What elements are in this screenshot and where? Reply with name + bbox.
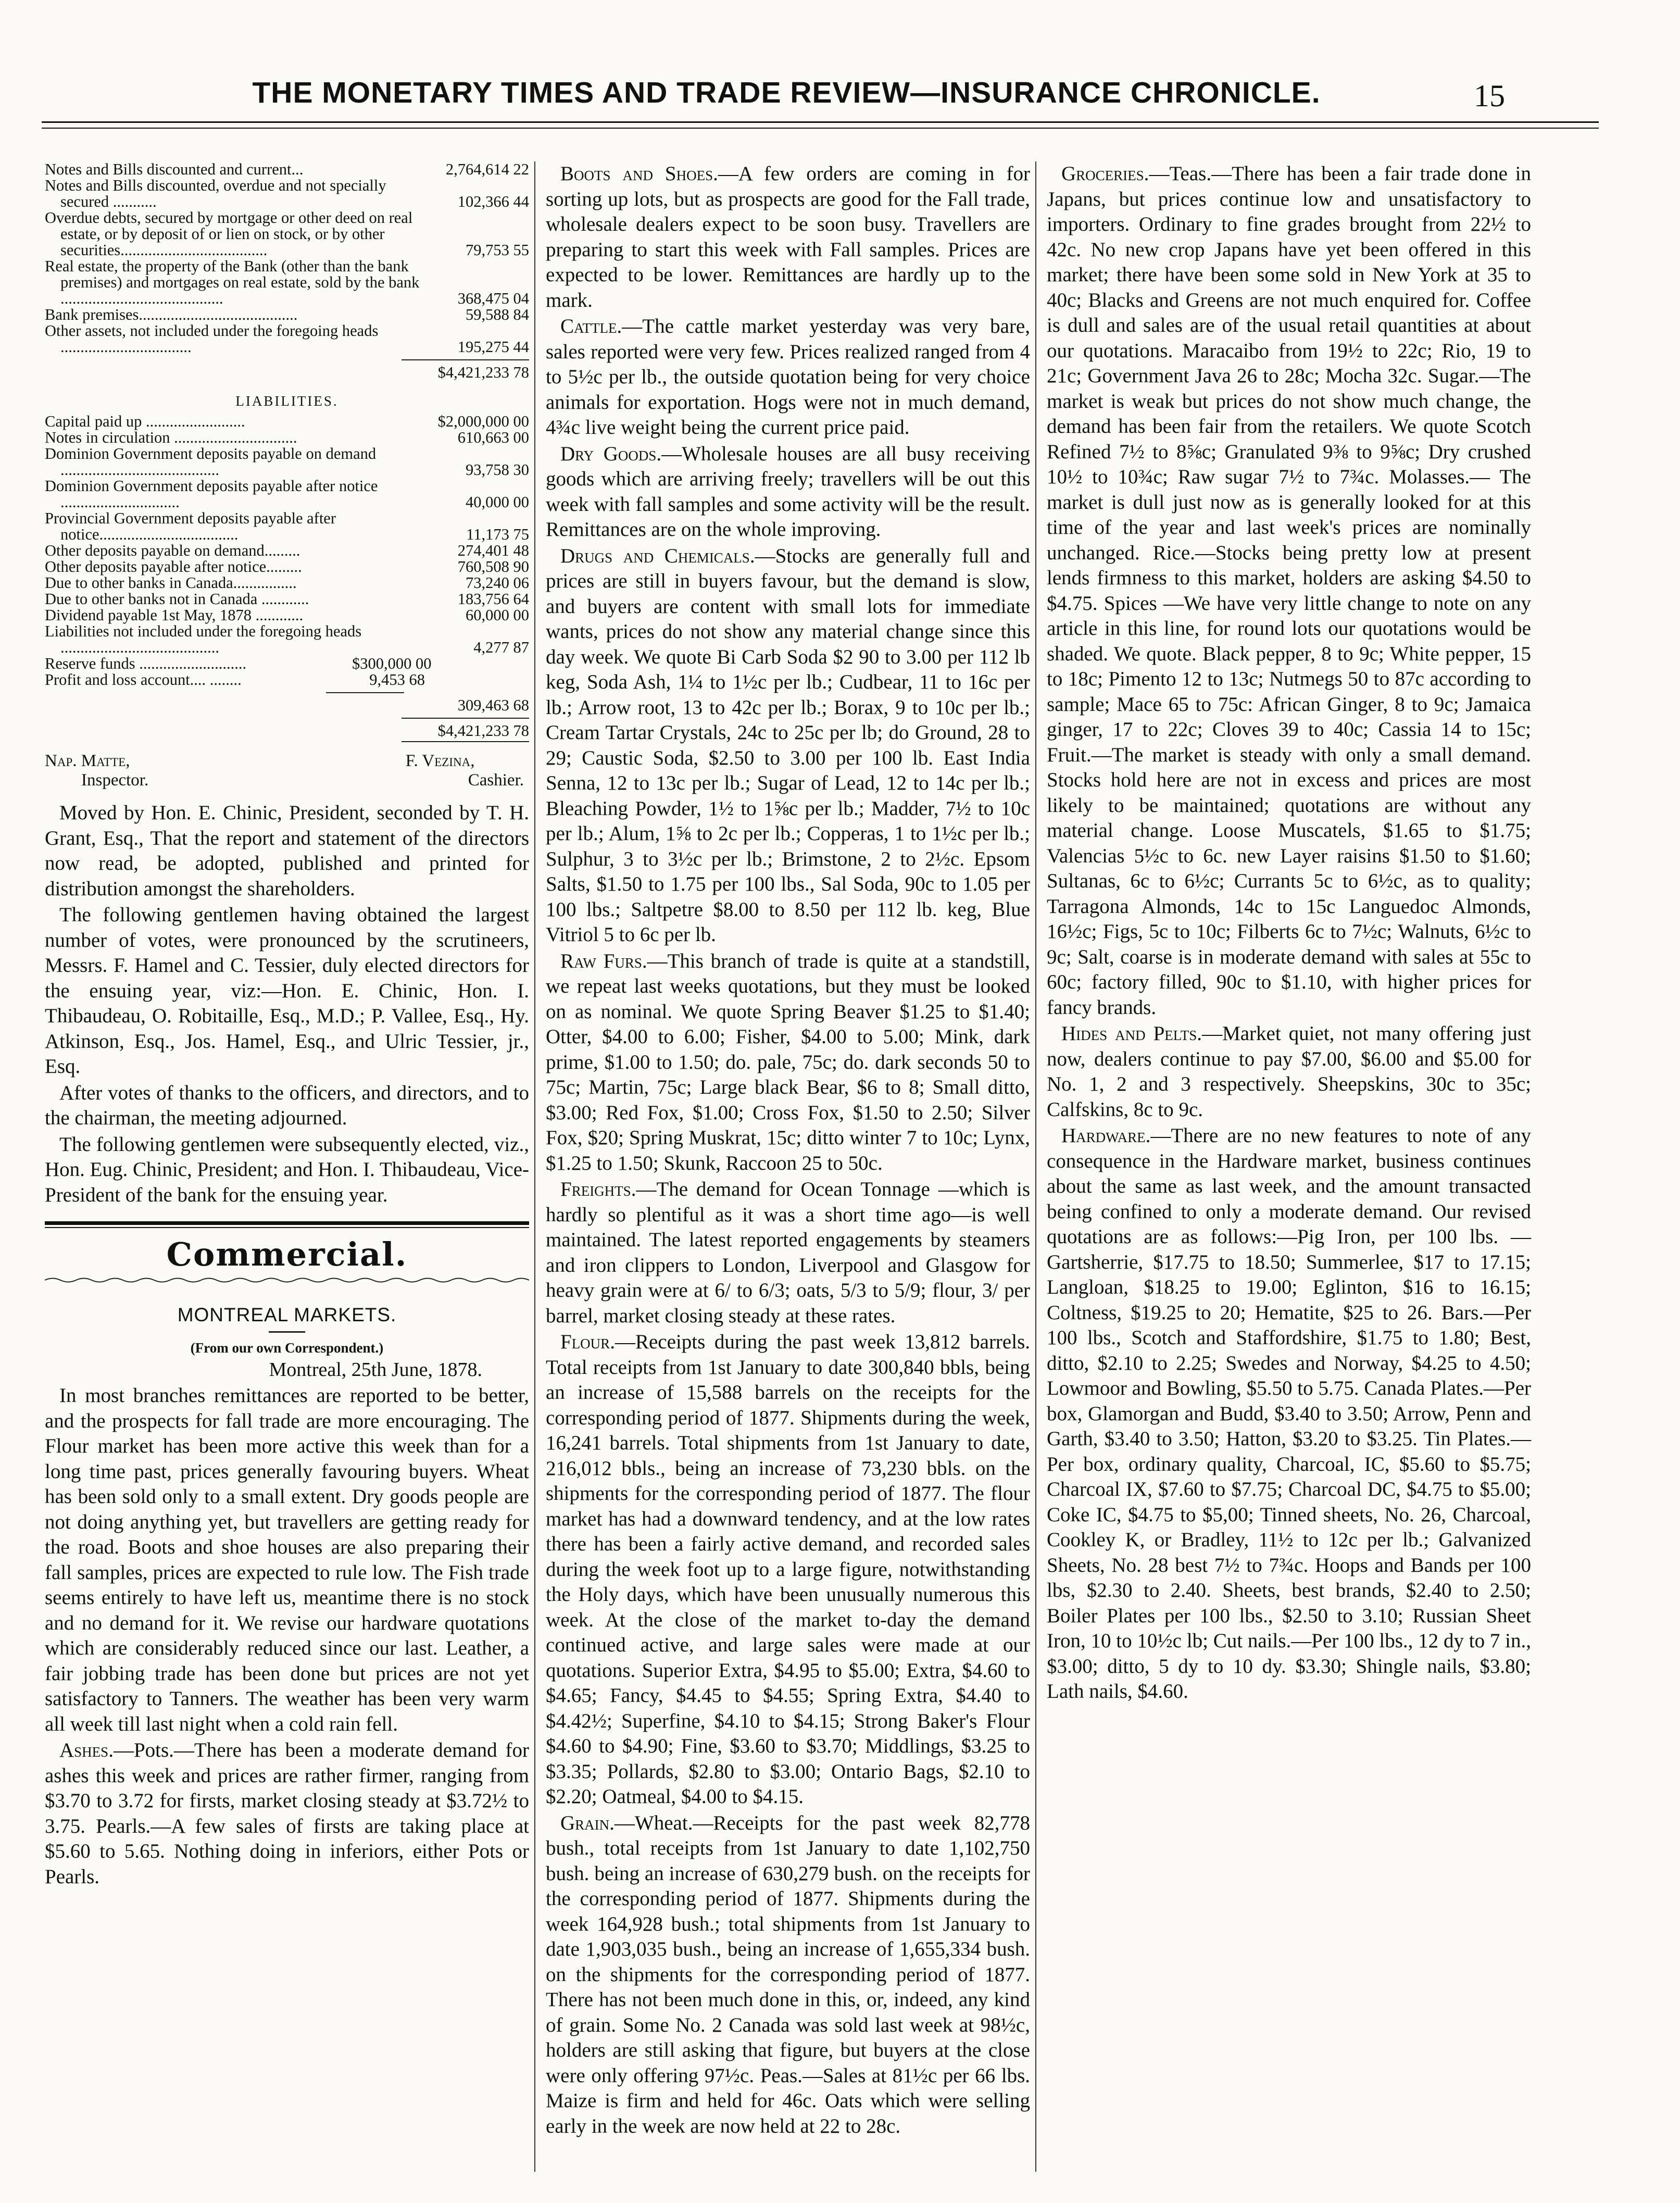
report-drugs: Drugs and Chemicals.—Stocks are generally full and prices are still in buyers favour, but the demand is slow, and buyers are content with small lots for immediate wants, prices do not show any material change since this day week. We quote Bi Carb Soda $2 90 to 3.00 per 112 lb keg, Soda Ash, 1¼ to 1½c per lb.; Cudbear, 11 to 16c per lb.; Arrow root, 13 to 42c per lb.; Borax, 9 to 10c per lb.; Cream Tartar Crystals, 24c to 25c per lb; do Ground, 28 to 29; Caustic Soda, $2.50 to 3.00 per 100 lb. East India Senna, 12 to 13c per lb.; Sugar of Lead, 12 to 14c per lb.; Bleaching Powder, 1½ to 1⅝c per lb.; Madder, 7½ to 10c per lb.; Alum, 1⅝ to 2c per lb.; Copperas, 1 to 1½c per lb.; Sulphur, 3 to 3½c per lb.; Brimstone, 2 to 2½c. Epsom Salts, $1.50 to 1.75 per 100 lbs., Sal Soda, 90c to 1.05 per 100 lbs.; Saltpetre $8.00 to 8.50 per 112 lb. keg, Blue Vitriol 5 to 6c per lb. xyxy=(546,544,1030,946)
liability-row: Due to other banks in Canada................ 73,240 06 xyxy=(45,574,529,592)
signature-inspector: Nap. Matte, Inspector. xyxy=(45,752,149,790)
meeting-paragraph: After votes of thanks to the officers, and directors, and to the chairman, the meeting adjourned. xyxy=(45,1081,529,1129)
report-ashes: Ashes.—Pots.—There has been a moderate demand for ashes this week and prices are rather firmer, ranging from $3.70 to 3.72 for firsts, market closing steady at $3.72½ to 3.75. Pearls.—A few sales of firsts are taking place at $5.60 to 5.65. Nothing doing in inferiors, either Pots or Pearls. xyxy=(45,1739,529,1888)
meeting-minutes xyxy=(45,800,529,1208)
report-hides: Hides and Pelts.—Market quiet, not many offering just now, dealers continue to pay $7.00, $6.00 and $5.00 for No. 1, 2 and 3 respectively. Sheepskins, 30c to 35c; Calfskins, 8c to 9c. xyxy=(1047,1022,1531,1121)
liabilities-list xyxy=(45,414,529,688)
header-rule-thin xyxy=(42,128,1599,129)
asset-row: Notes and Bills discounted, overdue and not specially secured ........... 102,366 44 xyxy=(45,177,529,210)
liability-row: Dividend payable 1st May, 1878 ............ 60,000 00 xyxy=(45,606,529,624)
report-raw-furs: Raw Furs.—This branch of trade is quite at a standstill, we repeat last weeks quotations, but they must be looked on as nominal. We quote Spring Beaver $1.25 to $1.40; Otter, $4.00 to 6.00; Fisher, $4.00 to 5.00; Mink, dark prime, $1.00 to 1.50; do. pale, 75c; do. dark seconds 50 to 75c; Martin, 75c; Large black Bear, $6 to 8; Small ditto, $3.00; Red Fox, $1.00; Cross Fox, $1.50 to 2.50; Silver Fox, $20; Spring Muskrat, 15c; ditto winter 7 to 10c; Lynx, $1.25 to 1.50; Skunk, Raccoon 25 to 50c. xyxy=(546,949,1030,1174)
column-right xyxy=(1047,161,1531,1706)
asset-row: Real estate, the property of the Bank (other than the bank premises) and mortgages on real estate, sold by the bank ......................................... 368,475 04 xyxy=(45,257,529,307)
assets-list xyxy=(45,161,529,355)
asset-row: Overdue debts, secured by mortgage or other deed on real estate, or by deposit of or lien on stock, or by other securities..................................... 79,753 55 xyxy=(45,209,529,259)
wavy-divider xyxy=(45,1276,529,1284)
meeting-paragraph: The following gentlemen were subsequently elected, viz., Hon. Eug. Chinic, President; and Hon. I. Thibaudeau, Vice-President of the bank for the ensuing year. xyxy=(45,1133,529,1206)
asset-row: Other assets, not included under the foregoing heads ................................. 195,275 44 xyxy=(45,322,529,356)
asset-row: Notes and Bills discounted and current... 2,764,614 22 xyxy=(45,160,529,178)
total-double-rule xyxy=(402,741,529,742)
section-rule-thin xyxy=(45,1227,529,1228)
running-header-title: THE MONETARY TIMES AND TRADE REVIEW—INSURANCE CHRONICLE. xyxy=(252,76,1321,109)
liability-row: Provincial Government deposits payable after notice................................... 11,173 75 xyxy=(45,509,529,543)
meeting-paragraph: Moved by Hon. E. Chinic, President, seconded by T. H. Grant, Esq., That the report and statement of the directors now read, be adopted, published and printed for distribution amongst the shareholders. xyxy=(45,802,529,900)
liability-row: Notes in circulation ............................... 610,663 00 xyxy=(45,429,529,446)
asset-row: Bank premises........................................ 59,588 84 xyxy=(45,306,529,323)
report-hardware: Hardware.—There are no new features to note of any consequence in the Hardware market, business continues about the same as last week, and the amount transacted being confined to only a moderate demand. Our revised quotations are as follows:—Pig Iron, per 100 lbs. —Gartsherrie, $17.75 to 18.50; Summerlee, $17 to 17.15; Langloan, $18.25 to 19.00; Eglinton, $16 to 16.15; Coltness, $19.25 to 20; Hematite, $25 to 26. Bars.—Per 100 lbs., Scotch and Staffordshire, $1.75 to 1.80; Best, ditto, $2.10 to 2.25; Swedes and Norway, $4.25 to 4.50; Lowmoor and Bowling, $5.50 to 5.75. Canada Plates.—Per box, Glamorgan and Budd, $3.40 to 3.50; Arrow, Penn and Garth, $3.40 to 3.50; Hatton, $3.20 to $3.25. Tin Plates.—Per box, ordinary quality, Charcoal, IC, $5.60 to $5.75; Charcoal IX, $7.60 to $7.75; Charcoal DC, $4.75 to $5.00; Coke IC, $4.75 to $5,00; Tinned sheets, No. 26, Charcoal, Cookley K, or Bradley, 11½ to 12c per lb.; Galvanized Sheets, No. 28 best 7½ to 7¾c. Hoops and Bands per 100 lbs, $2.30 to 2.40. Sheets, best brands, $2.40 to 2.50; Boiler Plates per 100 lbs., $2.50 to 3.10; Russian Sheet Iron, 10 to 10½c lb; Cut nails.—Per 100 lbs., 12 dy to 7 in., $3.00; ditto, 5 dy to 10 dy. $3.30; Shingle nails, $3.80; Lath nails, $4.60. xyxy=(1047,1124,1531,1703)
reserve-row: Reserve funds ........................... $300,000 00 xyxy=(45,655,432,672)
meeting-paragraph: The following gentlemen having obtained the largest number of votes, were pronounced by the scrutineers, Messrs. F. Hamel and C. Tessier, duly elected directors for the ensuing year, viz:—Hon. E. Chinic, Hon. I. Thibaudeau, O. Robitaille, Esq., M.D.; P. Vallee, Esq., Hy. Atkinson, Esq., Jos. Hamel, Esq., and Ulric Tessier, jr., Esq. xyxy=(45,904,529,1078)
liability-row: Dominion Government deposits payable after notice .............................. 40,000 00 xyxy=(45,477,529,511)
header-rule-thick xyxy=(42,121,1599,123)
liabilities-total: $4,421,233 78 xyxy=(437,722,529,740)
total-rule xyxy=(402,718,529,719)
markets-heading: MONTREAL MARKETS. xyxy=(177,1304,397,1325)
liability-row: Other deposits payable on demand......... 274,401 48 xyxy=(45,542,529,559)
column-divider-left xyxy=(534,161,535,2172)
column-divider-right xyxy=(1035,161,1036,2172)
liability-row: Dominion Government deposits payable on demand ........................................ 93,758 30 xyxy=(45,445,529,479)
subtotal-rule xyxy=(326,692,404,693)
reserve-subtotal: 309,463 68 xyxy=(457,696,529,714)
liability-row: Due to other banks not in Canada ............ 183,756 64 xyxy=(45,590,529,608)
report-dry-goods: Dry Goods.—Wholesale houses are all busy receiving goods which are arriving freely; travellers will be out this week with fall samples and some activity will be the result. Remittances are on the whole improving. xyxy=(546,442,1030,541)
liability-row: Liabilities not included under the foregoing heads ........................................ 4,277 87 xyxy=(45,622,529,656)
dateline: Montreal, 25th June, 1878. xyxy=(269,1359,482,1381)
report-freights: Freights.—The demand for Ocean Tonnage —which is hardly so plentiful as it was a short time ago—is well maintained. The latest reported engagements by steamers and iron clippers to London, Liverpool and Glasgow for heavy grain were at 6/ to 6/3; oats, 5/3 to 5/9; flour, 3/ per barrel, market closing steady at these rates. xyxy=(546,1178,1030,1327)
report-groceries: Groceries.—Teas.—There has been a fair trade done in Japans, but prices continue low and unsatisfactory to importers. Ordinary to fine grades brought from 22½ to 42c. No new crop Japans have yet been offered in this market; there have been some sold in New York at 35 to 40c; Blacks and Greens are not much enquired for. Coffee is dull and sales are of the usual retail quantities at about our quotations. Maracaibo from 19½ to 22c; Rio, 19 to 21c; Government Java 26 to 28c; Mocha 32c. Sugar.—The market is weak but prices do not show much change, the demand has been fair from the retailers. We quote Scotch Refined 7½ to 8⅝c; Granulated 9⅜ to 9⅝c; Dry crushed 10½ to 10¾c; Raw sugar 7½ to 7¾c. Molasses.— The market is dull just now as is generally looked for at this time of the year and last week's prices are nominally unchanged. Rice.—Stocks being pretty low at present lends firmness to this market, holders are asking $4.50 to $4.75. Spices —We have very little change to note on any article in this line, for round lots our quotations would be shaded. We quote. Black pepper, 8 to 9c; White pepper, 15 to 18c; Pimento 12 to 13c; Nutmegs 50 to 87c according to sample; Mace 65 to 75c: African Ginger, 8 to 9c; Jamaica ginger, 17 to 22c; Cloves 39 to 40c; Cassia 14 to 15c; Fruit.—The market is steady with only a small demand. Stocks hold here are not in excess and prices are most likely to be maintained; quotations are without any material change. Loose Muscatels, $1.65 to $1.75; Valencias 5½c to 6c. new Layer raisins $1.50 to $1.60; Sultanas, 6c to 6½c; Currants 5c to 6½c, as to quality; Tarragona Almonds, 14c to 15c Languedoc Almonds, 16½c; Figs, 5c to 10c; Filberts 6c to 7½c; Walnuts, 6½c to 9c; Salt, coarse is in moderate demand with sales at 55c to 60c; factory filled, 90c to $1.10, with higher prices for fancy brands. xyxy=(1047,162,1531,1019)
liability-row: Other deposits payable after notice......... 760,508 90 xyxy=(45,558,529,575)
signature-cashier: F. Vezina, Cashier. xyxy=(405,752,524,790)
profit-row: Profit and loss account.... ........ 9,453 68 xyxy=(45,671,425,689)
report-cattle: Cattle.—The cattle market yesterday was very bare, sales reported were very few. Prices realized ranged from 4 to 5½c per lb., the outside quotation being for very choice animals for exportation. Hogs were not in much demand, 4¾c live weight being the current price paid. xyxy=(546,315,1030,439)
report-flour: Flour.—Receipts during the past week 13,812 barrels. Total receipts from 1st January to date 300,840 bbls, being an increase of 15,588 barrels on the receipts for the corresponding period of 1877. Shipments during the week, 16,241 barrels. Total shipments from 1st January to date, 216,012 bbls., being an increase of 73,230 bbls. on the shipments for the corresponding period of 1877. The flour market has had a downward tendency, and at the low rates there has been a fairly active demand, and recorded sales during the week foot up to a large figure, notwithstanding the Holy days, which have been unusually numerous this week. At the close of the market to-day the demand continued active, and large sales were made at our quotations. Superior Extra, $4.95 to $5.00; Extra, $4.60 to $4.65; Fancy, $4.45 to $4.55; Spring Extra, $4.40 to $4.42½; Superfine, $4.10 to $4.15; Strong Baker's Flour $4.60 to $4.90; Fine, $3.60 to $3.70; Middlings, $3.25 to $3.35; Pollards, $2.80 to $3.00; Ontario Bags, $2.10 to $2.20; Oatmeal, $4.00 to $4.15. xyxy=(546,1331,1030,1808)
signatures xyxy=(45,752,529,790)
market-intro: In most branches remittances are reported to be better, and the prospects for fall trade are more encouraging. The Flour market has been more active this week than for a long time past, prices generally favouring buyers. Wheat has been sold only to a small extent. Dry goods people are not doing anything yet, but travellers are getting ready for the road. Boots and shoe houses are also preparing their fall samples, prices are expected to rule low. The Fish trade seems entirely to have left us, meantime there is no stock and no demand for it. We revise our hardware quotations which are considerably reduced since our last. Leather, a fair jobbing trade has been done but prices are not yet satisfactory to Tanners. The weather has been very warm all week till last night when a cold rain fell. xyxy=(45,1384,529,1735)
liability-row: Capital paid up ......................... $2,000,000 00 xyxy=(45,412,529,430)
assets-total: $4,421,233 78 xyxy=(437,364,529,381)
section-rule-thick xyxy=(45,1221,529,1225)
page-number: 15 xyxy=(1474,79,1505,113)
total-rule xyxy=(402,359,529,360)
column-left xyxy=(45,161,529,1891)
liabilities-heading: LIABILITIES. xyxy=(235,393,338,409)
correspondent-note: (From our own Correspondent.) xyxy=(190,1340,384,1356)
commercial-heading: Commercial. xyxy=(166,1235,408,1273)
report-grain: Grain.—Wheat.—Receipts for the past week 82,778 bush., total receipts from 1st January to date 1,102,750 bush. being an increase of 630,279 bush. on the receipts for the corresponding period of 1877. Shipments during the week 164,928 bush.; total shipments from 1st January to date 1,903,035 bush., being an increase of 1,655,334 bush. on the shipments for the corresponding period of 1877. There has not been much done in this, or, indeed, any kind of grain. Some No. 2 Canada was sold last week at 98½c, holders are still asking that figure, but buyers at the close were only offering 97½c. Peas.—Sales at 81½c per 66 lbs. Maize is firm and held for 46c. Oats which were selling early in the week are now held at 22 to 28c. xyxy=(546,1811,1030,2137)
column-middle xyxy=(546,161,1030,2140)
markets-dash xyxy=(269,1331,305,1333)
report-boots: Boots and Shoes.—A few orders are coming in for sorting up lots, but as prospects are good for the Fall trade, wholesale dealers expect to be soon busy. Travellers are preparing to start this week with Fall samples. Prices are expected to be lower. Remittances are hardly up to the mark. xyxy=(546,162,1030,311)
